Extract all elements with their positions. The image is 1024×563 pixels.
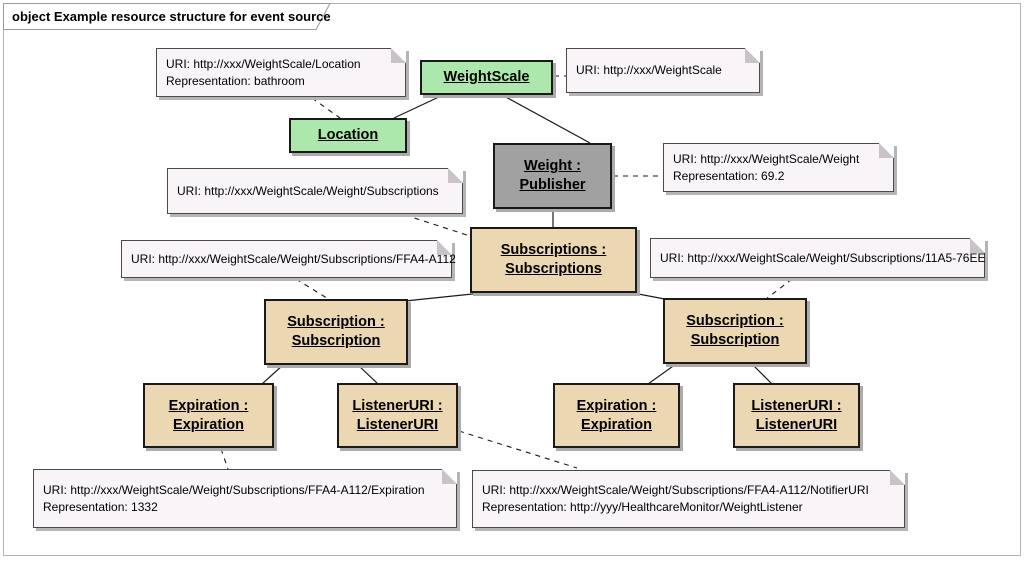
object-subscription-right-label-line2: Subscription xyxy=(690,332,780,348)
note-expiration-uri xyxy=(33,469,457,528)
object-listeneruri-left xyxy=(337,383,458,448)
object-subscription-right xyxy=(663,298,807,364)
note-line: URI: http://xxx/WeightScale/Weight/Subscriptions/FFA4-A112/Expiration xyxy=(43,482,425,497)
object-listeneruri-right xyxy=(733,383,860,448)
note-fold-icon xyxy=(745,48,760,63)
object-expiration-right-label-line1: Expiration : xyxy=(576,397,657,414)
object-expiration-left-label-line1: Expiration : xyxy=(168,397,249,414)
object-subscriptions xyxy=(470,227,637,293)
note-notifieruri-uri xyxy=(472,470,905,528)
object-location-label: Location xyxy=(317,127,379,143)
connector-subscriptionleft-expiration xyxy=(262,365,283,384)
note-line: URI: http://xxx/WeightScale/Weight/Subscriptions/FFA4-A112/NotifierURI xyxy=(482,483,869,497)
object-listeneruri-left-label-line1: ListenerURI : xyxy=(352,397,443,414)
note-weightscale-uri xyxy=(566,48,760,93)
note-line: URI: http://xxx/WeightScale/Weight xyxy=(673,151,860,166)
object-subscription-left xyxy=(264,299,408,365)
connector-subscriptionright-listeneruri xyxy=(752,364,772,384)
note-line: Representation: bathroom xyxy=(166,73,305,88)
anchor-note-subscriptions xyxy=(405,215,470,236)
connector-weightscale-location xyxy=(394,96,441,118)
object-subscription-left-label-line2: Subscription xyxy=(291,333,381,349)
object-weightscale-label: WeightScale xyxy=(443,69,530,85)
connector-weightscale-weight xyxy=(504,96,590,143)
object-weight-publisher-label-line2: Publisher xyxy=(519,177,586,193)
note-fold-icon xyxy=(448,168,463,183)
anchor-note-11a5 xyxy=(766,279,792,299)
object-expiration-right xyxy=(553,383,680,448)
connector-subscriptions-subscription-left xyxy=(405,293,482,301)
note-fold-icon xyxy=(890,470,905,485)
object-listeneruri-right-label-line2: ListenerURI xyxy=(755,416,838,433)
note-fold-icon xyxy=(391,48,406,63)
note-line: Representation: http://yyy/HealthcareMonitor/WeightListener xyxy=(482,500,803,514)
anchor-note-expiration xyxy=(221,449,228,469)
note-weight-uri xyxy=(663,143,894,192)
note-line: URI: http://xxx/WeightScale/Weight/Subscriptions xyxy=(177,183,439,198)
object-weight-publisher-label-line1: Weight : xyxy=(524,158,581,174)
object-expiration-left xyxy=(143,383,274,448)
object-subscriptions-label-line2: Subscriptions xyxy=(505,261,602,277)
note-subscription-ffa4-uri xyxy=(121,240,456,278)
object-listeneruri-right-label-line1: ListenerURI : xyxy=(751,397,842,414)
note-line: Representation: 69.2 xyxy=(673,168,785,183)
connector-subscriptionright-expiration xyxy=(648,364,676,384)
note-line: URI: http://xxx/WeightScale xyxy=(576,63,722,77)
note-subscriptions-uri xyxy=(167,168,463,214)
note-fold-icon xyxy=(442,469,457,484)
connector-subscriptionleft-listeneruri xyxy=(358,365,378,384)
object-expiration-right-label-line2: Expiration xyxy=(581,416,652,433)
object-location xyxy=(289,118,407,153)
object-listeneruri-left-label-line2: ListenerURI xyxy=(356,416,439,433)
object-subscription-left-label-line1: Subscription : xyxy=(287,314,385,330)
object-subscriptions-label-line1: Subscriptions : xyxy=(500,242,607,258)
object-subscription-right-label-line1: Subscription : xyxy=(686,313,784,329)
object-expiration-left-label-line2: Expiration xyxy=(173,416,244,433)
note-line: URI: http://xxx/WeightScale/Location xyxy=(166,56,361,71)
note-line: URI: http://xxx/WeightScale/Weight/Subscriptions/FFA4-A112 xyxy=(131,251,456,266)
object-weightscale xyxy=(420,60,553,95)
frame-title: object Example resource structure for event source xyxy=(12,9,331,24)
anchor-note-location xyxy=(312,98,340,118)
note-location-uri xyxy=(156,48,406,97)
object-weight-publisher xyxy=(493,143,612,209)
note-fold-icon xyxy=(970,238,985,253)
anchor-note-ffa4 xyxy=(296,279,330,300)
note-line: Representation: 1332 xyxy=(43,499,158,514)
note-subscription-11a5-uri xyxy=(650,238,985,278)
note-fold-icon xyxy=(879,143,894,158)
note-line: URI: http://xxx/WeightScale/Weight/Subscriptions/11A5-76EE xyxy=(660,250,986,265)
note-fold-icon xyxy=(437,240,452,255)
